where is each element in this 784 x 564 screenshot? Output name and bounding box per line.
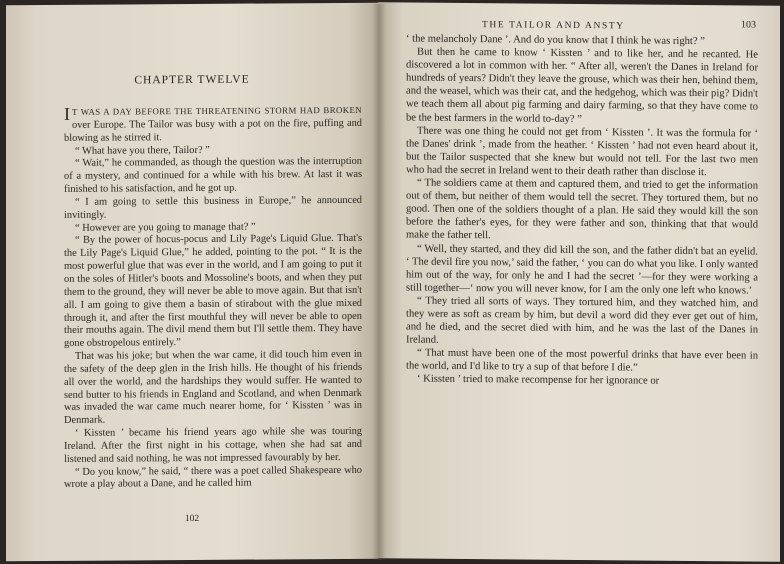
right-page-number: 103 <box>741 19 756 31</box>
paragraph: ‘ Kissten ’ became his friend years ago while she was touring Ireland. After the first night in his cottage, when she had sat and listened and said nothing, he was not impressed favourably by her. <box>64 425 362 465</box>
right-page <box>378 2 780 562</box>
opening-text: over Europe. The Tailor was busy with a pot on the fire, puffing and blowing as he stirred it. <box>64 117 362 144</box>
paragraph: “ What have you there, Tailor? ” <box>75 144 210 157</box>
book-spread <box>6 4 780 560</box>
right-page-body <box>406 32 758 389</box>
paragraph: “ Wait,” he commanded, as though the question was the interruption of a mystery, and continued for a while with his brew. At last it was finished to his satisfaction, and he got up. <box>64 156 362 195</box>
running-head-title: THE TAILOR AND ANSTY <box>482 20 625 32</box>
left-page <box>6 3 378 562</box>
paragraph: “ That must have been one of the most powerful drinks that have ever been in the world, and I'd like to try a sup of that before I die.” <box>406 347 758 374</box>
paragraph: “ I am going to settle this business in Europe,” he announced invitingly. <box>64 194 362 221</box>
paragraph: There was one thing he could not get from ‘ Kissten ’. It was the formula for ‘ the Danes' drink ’, made from the heather. ‘ Kissten ’ had not even heard about it, but the Tailor suspected that she knew but would not tell. For the last two men who had the secret in Ireland went to their death rather than disclose it. <box>406 125 758 179</box>
paragraph: “ The soldiers came at them and captured them, and tried to get the information out of them, but neither of them would tell the secret. They tortured them, but no good. Then one of the soldiers thought of a plan. He said they would kill the son before the father's eyes, for they were father and son, thinking that that would make the father tell. <box>406 177 758 242</box>
paragraph: That was his joke; but when the war came, it did touch him even in the safety of the deep glen in the Irish hills. He thought of his friends all over the world, and the hardships they would suffer. He wanted to send butter to his friends in England and Scotland, and when Denmark was invaded the war came much nearer home, for ‘ Kissten ’ was in Denmark. <box>64 348 362 427</box>
paragraph: “ By the power of hocus-pocus and Lily Page's Liquid Glue. That's the Lily Page's Liquid Glue,” he added, pointing to the pot. “ It is the most powerful glue that was ever in the world, and I am going to put it on the soles of Hitler's boots and Mossoline's boots, and when they put them to the ground, they will never be able to move again. But that isn't all. I am going to give them a basin of stirabout with the glue mixed through it, and after the first mouthful they will never be able to open their mouths again. The divil mend them but I'll settle them. They have gone obstropelous entirely.” <box>64 233 362 350</box>
paragraph: ‘ Kissten ’ tried to make recompense for her ignorance or <box>417 374 660 388</box>
paragraph: But then he came to know ‘ Kissten ’ and to like her, and he recanted. He discovered a lot in common with her. “ After all, weren't the Danes in Ireland for hundreds of years? Didn't they leave the grouse, which was their hen, behind them, and the weasel, which was their cat, and the hedgehog, which was their pig? Didn't we teach them all about pig farming and dairy farming, so that they have come to be the best farmers in the world to-day? ” <box>406 46 758 125</box>
opening-paragraph <box>64 104 362 146</box>
left-page-body <box>64 104 362 492</box>
paragraph: “ However are you going to manage that? ” <box>75 221 256 234</box>
left-page-number: 102 <box>184 513 200 525</box>
drop-cap: I <box>64 103 70 124</box>
opening-smallcaps: T WAS A DAY BEFORE THE THREATENING STORM HAD BROKEN <box>72 104 362 117</box>
paragraph: “ Well, they started, and they did kill the son, and the father didn't bat an eyelid. ‘ The devil fire you now,’ said the father, ‘ you can do what you like. I only wanted him out of the way, for only he and I had the secret ’—for they were working a still together—‘ now you will never know, for I am the only one left who knows.’ <box>406 243 758 297</box>
chapter-title: CHAPTER TWELVE <box>134 73 250 87</box>
paragraph: “ They tried all sorts of ways. They tortured him, and they watched him, and they were as soft as cream by him, but devil a word did they ever get out of him, and he died, and the secret died with him, and he was the last of the Danes in Ireland. <box>406 295 758 346</box>
paragraph: “ Do you know,” he said, “ there was a poet called Shakespeare who wrote a play about a Dane, and he called him <box>64 464 362 491</box>
paragraph: ‘ the melancholy Dane ’. And do you know that I think he was right? ” <box>406 33 705 48</box>
running-head <box>408 17 756 32</box>
